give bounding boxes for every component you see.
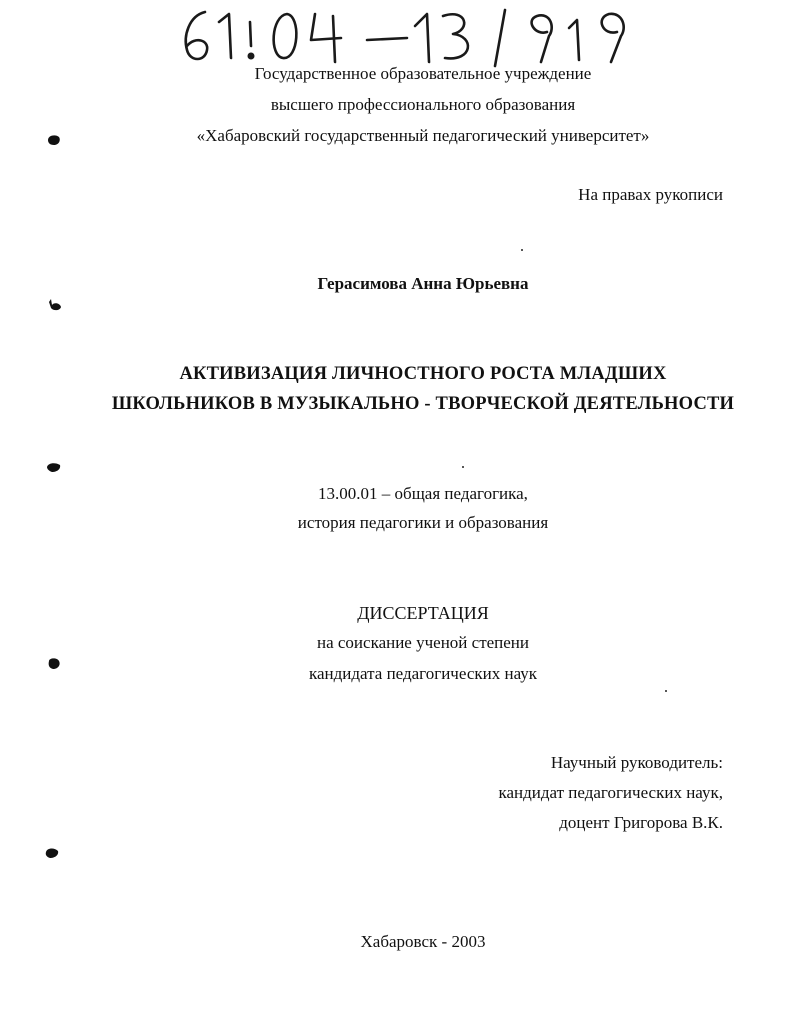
specialty-line-2: история педагогики и образования: [297, 513, 549, 532]
document-type-line-1: на соискание ученой степени: [316, 633, 530, 652]
scan-speck: [521, 249, 523, 251]
handwritten-archive-number: [175, 6, 645, 68]
institution-line-3: «Хабаровский государственный педагогический университет»: [196, 126, 650, 145]
place-and-year: Хабаровск - 2003: [360, 932, 486, 951]
scan-speck: [462, 466, 464, 468]
binder-mark-icon: [46, 460, 62, 474]
supervisor-label: Научный руководитель:: [550, 753, 723, 772]
document-type-line-2: кандидата педагогических наук: [308, 664, 538, 683]
binder-mark-icon: [44, 846, 60, 860]
scan-speck: [665, 690, 667, 692]
manuscript-note: На правах рукописи: [578, 185, 723, 204]
handwriting-strokes: [175, 6, 645, 68]
document-type-label: ДИССЕРТАЦИЯ: [357, 603, 489, 623]
specialty-line-1: 13.00.01 – общая педагогика,: [318, 484, 528, 503]
supervisor-name: доцент Григорова В.К.: [559, 813, 723, 832]
dissertation-title-line-1: АКТИВИЗАЦИЯ ЛИЧНОСТНОГО РОСТА МЛАДШИХ: [179, 364, 667, 384]
institution-line-2: высшего профессионального образования: [270, 95, 576, 114]
author-name: Герасимова Анна Юрьевна: [317, 274, 529, 293]
institution-line-1: Государственное образовательное учреждение: [254, 64, 592, 83]
supervisor-degree: кандидат педагогических наук,: [498, 783, 723, 802]
binder-mark-icon: [47, 298, 63, 312]
dissertation-title-line-2: ШКОЛЬНИКОВ В МУЗЫКАЛЬНО - ТВОРЧЕСКОЙ ДЕЯТЕЛЬНОСТИ: [111, 394, 735, 414]
